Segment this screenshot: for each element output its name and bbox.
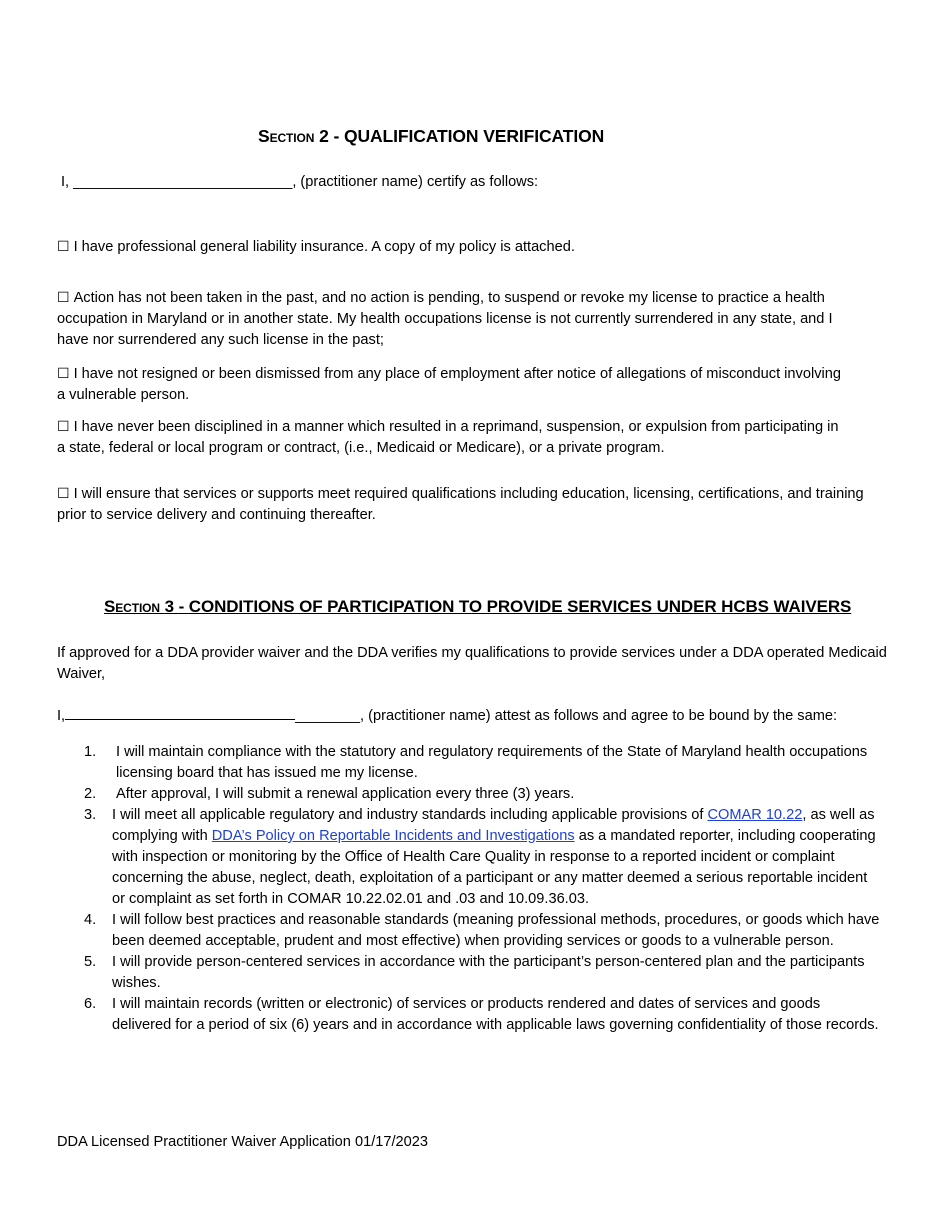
- practitioner-name-field[interactable]: ___________________________: [73, 174, 293, 190]
- comar-link[interactable]: COMAR 10.22: [707, 807, 803, 823]
- list-item-number: 4.: [84, 912, 97, 928]
- list-item-number: 2.: [84, 786, 97, 802]
- list-item: [0, 784, 882, 805]
- list-item: [0, 805, 882, 910]
- qualification-item: [57, 417, 847, 459]
- list-item: [0, 952, 882, 994]
- list-item-text: I will follow best practices and reasonable standards (meaning professional methods, procedures, or goods which have been deemed acceptable, prudent and most effective) when providing services or goods to a vulnerable person.: [112, 912, 880, 949]
- checkbox-icon[interactable]: ☐: [57, 419, 70, 435]
- qualification-item-text: I have professional general liability insurance. A copy of my policy is attached.: [73, 239, 575, 255]
- qualification-item: [57, 484, 887, 526]
- qualification-item-text: I will ensure that services or supports meet required qualifications including education, licensing, certifications, and training prior to service delivery and continuing thereafter.: [57, 486, 864, 523]
- section3-number: 3: [164, 597, 174, 616]
- list-item-text: I will maintain compliance with the statutory and regulatory requirements of the State of Maryland health occupations licensing board that has issued me my license.: [116, 744, 868, 781]
- section2-number: 2: [319, 126, 329, 146]
- attest-blank: ________: [295, 708, 361, 724]
- dda-policy-link[interactable]: DDA’s Policy on Reportable Incidents and Investigations: [211, 828, 575, 844]
- list-item-number: 5.: [84, 954, 97, 970]
- section3-heading: [104, 596, 851, 617]
- qualification-item: [57, 237, 897, 258]
- list-item-text: , as well as complying with: [112, 807, 875, 844]
- section3-label: Section: [104, 597, 160, 616]
- certify-prefix: I,: [61, 174, 70, 190]
- list-item-text: as a mandated reporter, including cooperating with inspection or monitoring by the Office of Health Care Quality in response to a reported incident or complaint concerning the abuse, neglect, death, exploitation of a participant or any matter deemed a serious reportable incident or complaint as set forth in COMAR 10.22.02.01 and .03 and 10.09.36.03.: [112, 828, 876, 907]
- section3-title: - CONDITIONS OF PARTICIPATION TO PROVIDE SERVICES UNDER HCBS WAIVERS: [178, 597, 852, 616]
- list-item-number: 1.: [84, 744, 97, 760]
- qualification-item: [57, 288, 847, 351]
- list-item-text: I will maintain records (written or electronic) of services or products rendered and dates of services and goods delivered for a period of six (6) years and in accordance with applicable laws governing confidentiality of those records.: [112, 996, 879, 1033]
- certify-line: [61, 172, 538, 193]
- section2-title: - QUALIFICATION VERIFICATION: [333, 126, 605, 146]
- qualification-item-text: I have never been disciplined in a manner which resulted in a reprimand, suspension, or expulsion from participating in a state, federal or local program or contract, (i.e., Medicaid or Medicare), or a private program.: [57, 419, 839, 456]
- checkbox-icon[interactable]: ☐: [57, 239, 70, 255]
- attest-line: [57, 705, 837, 727]
- list-item-text: I will provide person-centered services in accordance with the participant’s person-centered plan and the participants wishes.: [112, 954, 865, 991]
- list-item: [0, 742, 882, 784]
- checkbox-icon[interactable]: ☐: [57, 290, 70, 306]
- attest-suffix: , (practitioner name) attest as follows and agree to be bound by the same:: [360, 708, 838, 724]
- section3-intro: If approved for a DDA provider waiver and the DDA verifies my qualifications to provide services under a DDA operated Medicaid Waiver,: [57, 645, 887, 682]
- qualification-item: [57, 364, 847, 406]
- checkbox-icon[interactable]: ☐: [57, 486, 70, 502]
- section2-heading: [258, 126, 604, 147]
- list-item-text: I will meet all applicable regulatory and industry standards including applicable provisions of: [112, 807, 708, 823]
- qualification-item-text: I have not resigned or been dismissed from any place of employment after notice of allegations of misconduct involving a vulnerable person.: [57, 366, 841, 403]
- attest-prefix: I,: [57, 708, 66, 724]
- list-item-text: After approval, I will submit a renewal application every three (3) years.: [116, 786, 575, 802]
- list-item: [0, 910, 882, 952]
- list-item: [0, 994, 882, 1036]
- conditions-list: [0, 742, 950, 1036]
- section2-label: Section: [258, 126, 315, 146]
- page-footer: DDA Licensed Practitioner Waiver Application 01/17/2023: [57, 1134, 428, 1150]
- practitioner-name-field[interactable]: [65, 705, 295, 720]
- qualification-item-text: Action has not been taken in the past, and no action is pending, to suspend or revoke my license to practice a health occupation in Maryland or in another state. My health occupations license is not currently surrendered in any state, and I have nor surrendered any such license in the past;: [57, 290, 833, 348]
- list-item-number: 6.: [84, 996, 97, 1012]
- list-item-number: 3.: [84, 807, 97, 823]
- certify-suffix: , (practitioner name) certify as follows:: [292, 174, 539, 190]
- checkbox-icon[interactable]: ☐: [57, 366, 70, 382]
